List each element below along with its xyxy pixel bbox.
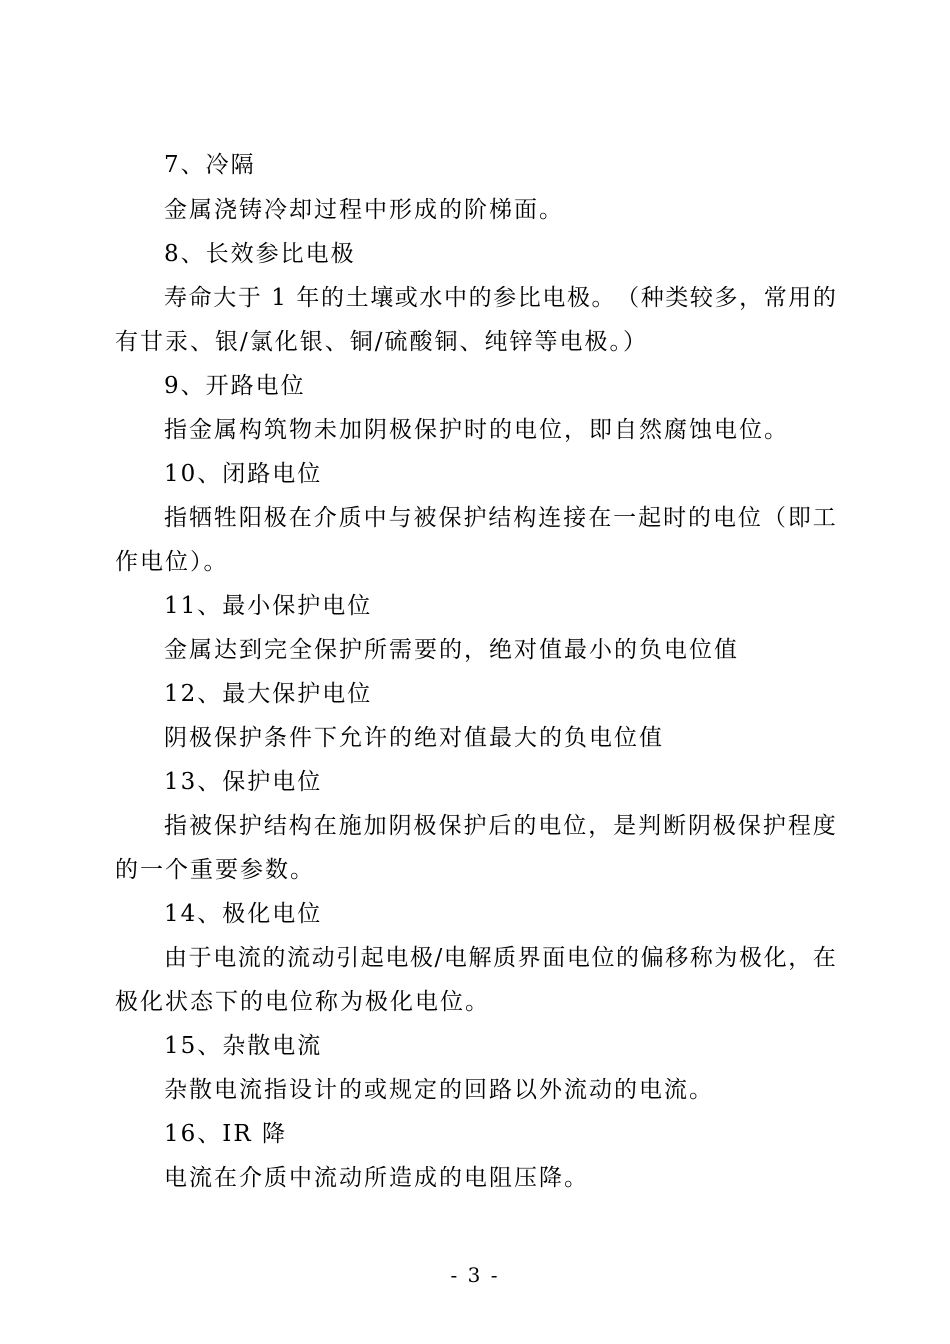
term-definition-13-line-2: 的一个重要参数。 xyxy=(115,857,315,883)
term-definition-10-line-1: 指 牺 牲 阳 极 在 介 质 中 与 被 保 护 结 构 连 接 在 一 起 时 的 电 位 （ 即 工 xyxy=(164,505,836,531)
page-number: - 3 - xyxy=(450,1263,500,1287)
term-definition-14-line-1: 由 于 电 流 的 流 动 引 起 电 极 / 电 解 质 界 面 电 位 的 偏 移 称 为 极 化 ， 在 xyxy=(164,945,836,971)
term-definition-8-line-1: 寿 命 大 于 1 年 的 土 壤 或 水 中 的 参 比 电 极 。 （ 种 类 较 多 ， 常 用 的 xyxy=(164,285,836,311)
term-definition-7: 金属浇铸冷却过程中形成的阶梯面。 xyxy=(164,197,564,223)
term-heading-13: 13、保护电位 xyxy=(164,769,323,795)
term-definition-10-line-2: 作电位）。 xyxy=(115,549,229,575)
term-heading-16: 16、IR 降 xyxy=(164,1121,287,1147)
term-heading-12: 12、最大保护电位 xyxy=(164,681,373,707)
term-definition-16: 电流在介质中流动所造成的电阻压降。 xyxy=(164,1165,589,1191)
term-heading-14: 14、极化电位 xyxy=(164,901,323,927)
term-heading-9: 9、开路电位 xyxy=(164,373,306,399)
term-definition-12: 阴极保护条件下允许的绝对值最大的负电位值 xyxy=(164,725,664,751)
term-definition-14-line-2: 极化状态下的电位称为极化电位。 xyxy=(115,989,490,1015)
term-definition-15: 杂散电流指设计的或规定的回路以外流动的电流。 xyxy=(164,1077,714,1103)
term-heading-7: 7、冷隔 xyxy=(164,152,256,178)
term-heading-11: 11、最小保护电位 xyxy=(164,593,373,619)
term-heading-10: 10、闭路电位 xyxy=(164,461,323,487)
term-definition-9: 指金属构筑物未加阴极保护时的电位，即自然腐蚀电位。 xyxy=(164,417,789,443)
term-heading-15: 15、杂散电流 xyxy=(164,1033,323,1059)
term-heading-8: 8、长效参比电极 xyxy=(164,241,356,267)
term-definition-8-line-2: 有甘汞、银/氯化银、铜/硫酸铜、纯锌等电极。） xyxy=(115,329,648,355)
term-definition-13-line-1: 指 被 保 护 结 构 在 施 加 阴 极 保 护 后 的 电 位 ， 是 判 断 阴 极 保 护 程 度 xyxy=(164,813,836,839)
term-definition-11: 金属达到完全保护所需要的，绝对值最小的负电位值 xyxy=(164,637,739,663)
